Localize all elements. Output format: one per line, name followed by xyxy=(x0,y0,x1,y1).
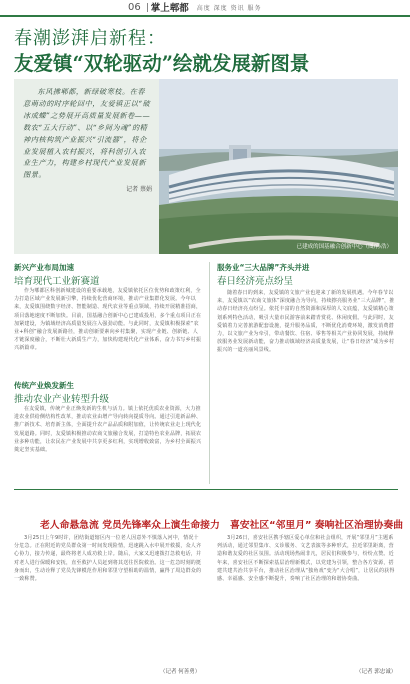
section2-title: 春日经济亮点纷呈 xyxy=(217,276,294,287)
lead-author: 记者 蔡娟 xyxy=(126,186,152,194)
bottom-left-author: （记者 何善勇） xyxy=(160,669,201,675)
building-illustration xyxy=(159,79,398,254)
section2-body: 随着春日的到来，友爱镇的文旅产业也迎来了新的发展机遇。今年春节以来，友爱镇以“农商文旅体”深度融合为导向，持续擦亮服务业“三大品牌”，推动春日经济亮点纷呈。依托丰富的自然资源和深厚的人文底蕴，友爱镇精心策划系列特色活动，吸引大量市民游客前来踏青赏花、休闲度假。与此同时，友爱镇着力完善旅游配套设施，提升服务品质，不断优化消费环境，激发消费潜力，以文旅产业为牵引，带动餐饮、住宿、零售等相关产业协同发展，持续释放服务业发展新动能，奋力推动镇域经济高质量发展，让“春日经济”成为乡村振兴的一道亮丽风景线。 xyxy=(217,290,395,354)
feature-headline: 友爱镇“双轮驱动”绘就发展新图景 xyxy=(14,52,310,75)
section1-title-2: 推动农业产业转型升级 xyxy=(14,394,110,405)
section-title: 掌上郫都 xyxy=(150,3,189,14)
page-number: 06 xyxy=(128,1,141,13)
section1-body-2: 在友爱镇，传统产业正焕发新的生机与活力。镇上依托优质农业资源，大力推进农业供给侧结构性改革，推动农业由增产导向转向提质导向。通过引进新品种、推广新技术、培育新主体，全面提升农产品品质和附加值，让传统农业走上现代化发展道路。同时，友爱镇积极推动农商文旅融合发展，打造特色农业品牌，拓展农业多种功能，让农民在产业发展中共享更多红利，实现增收致富，为乡村全面振兴奠定坚实基础。 xyxy=(14,406,202,454)
section1-body: 作为郫都区科创新城建设的重要承载地，友爱镇依托区位优势和政策红利，全力打造区域产业发展新引擎，持续优化营商环境，推动产业集群化发展。今年以来，友爱镇围绕数字经济、智能制造、现代农业等重点领域，持续开展精准招商，项目落地速度不断加快。目前，国基融合创新中心已建成投用，多个重点项目正在加紧建设，为镇域经济高质量发展注入强劲动能。与此同时，友爱镇积极探索“农业+科创”融合发展新路径，推动创新要素向乡村集聚，实现产业链、创新链、人才链深度融合，不断壮大新质生产力，加快构建现代化产业体系，奋力书写乡村振兴新篇章。 xyxy=(14,288,202,352)
bottom-rule xyxy=(14,489,398,490)
bottom-right-headline: 喜安社区“邻里月” 奏响社区治理协奏曲 xyxy=(230,520,404,531)
section1-tag-2: 传统产业焕发新生 xyxy=(14,381,74,390)
page-header xyxy=(0,0,410,14)
image-caption: 已建成的国基融合创新中心（图/孙浩） xyxy=(296,244,392,250)
header-rule xyxy=(0,15,410,17)
section1-tag: 新兴产业布局加速 xyxy=(14,263,74,272)
lead-paragraph: 东风拂郫都，新绿破寒枝。在春意萌动的时序轮回中，友爱镇正以“破冰成蝶”之势展开高质量发展新卷——数农“五大行动”、以“乡间为魂”的精神内核构筑产业振兴“引流器”，将企业发展植入农村振兴，将科创引入农业生产力，构建乡村现代产业发展新图景。 xyxy=(23,87,151,180)
header-divider xyxy=(147,3,148,12)
column-divider xyxy=(209,262,210,484)
section-subtitle: 高度 深度 资讯 服务 xyxy=(196,4,262,12)
bottom-right-author: （记者 郭忠诚） xyxy=(356,669,397,675)
hero-photo xyxy=(14,79,398,254)
section1-title: 培育现代工业新赛道 xyxy=(14,276,100,287)
bottom-right-body: 3月26日，喜安社区携手辖区爱心单位和社会组织，开展“邻里月”主题系列活动，通过邻里集市、义诊服务、文艺表演等多种形式，拉近邻里距离，营造和谐友爱的社区氛围。活动现场热闹非凡，居民们积极参与，纷纷点赞。近年来，喜安社区不断探索基层治理新模式，以党建为引领，整合各方资源，搭建共建共治共享平台，推动社区治理从“独角戏”变为“大合唱”，让居民的获得感、幸福感、安全感不断提升，奏响了社区治理的和谐协奏曲。 xyxy=(217,535,395,583)
bottom-left-body: 3月25日上午9时许，团结街道辖区内一位老人因意外不慎落入河中，情况十分危急。正在附近的党员群众第一时间发现险情，迅速跳入水中展开救援，众人齐心协力，接力传递，最终将老人成功救上岸。随后，大家又迅速拨打急救电话，并对老人进行保暖和安抚，直至救护人员赶到将其送往医院救治。这一危急时刻的挺身而出，生动诠释了党员先锋模范作用和邻里守望相助的温情，赢得了周边群众的一致称赞。 xyxy=(14,535,202,583)
lead-paragraph-box xyxy=(14,79,159,254)
bottom-left-headline: 老人命悬急流 党员先锋率众上演生命接力 xyxy=(40,520,220,531)
feature-kicker: 春潮澎湃启新程： xyxy=(14,28,166,49)
section2-tag: 服务业“三大品牌”齐头并进 xyxy=(217,263,310,272)
